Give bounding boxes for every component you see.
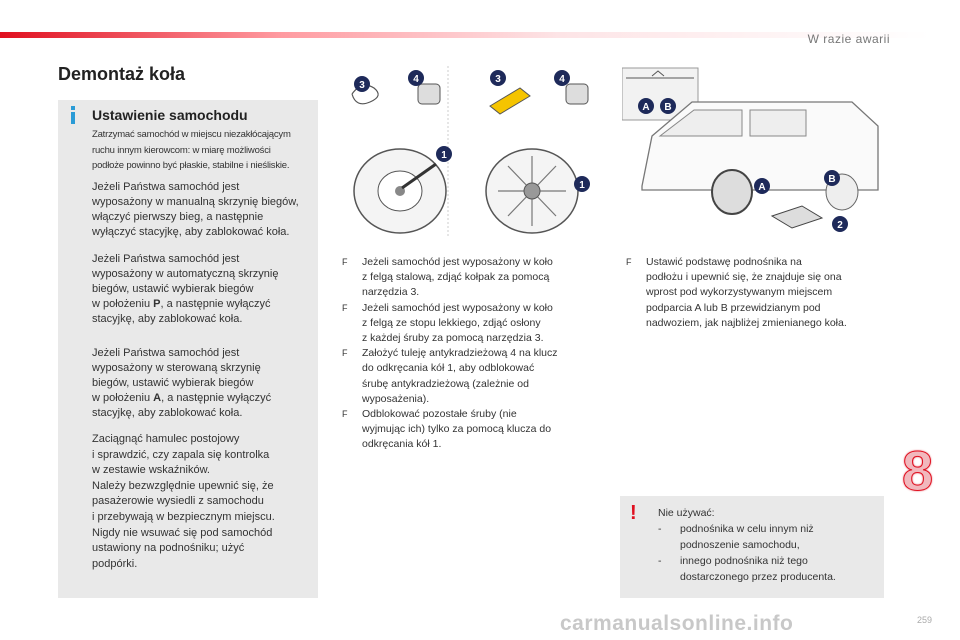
text-line: podnośnika w celu innym niż [680, 523, 814, 535]
text-line: odkręcania kół 1. [362, 438, 442, 451]
info-para-manual [92, 180, 317, 240]
text-line: Należy bezwzględnie upewnić się, że [92, 479, 274, 492]
callout-4-label: 4 [559, 74, 565, 85]
warning-title: Nie używać: [658, 507, 715, 519]
text-line: wyposażony w automatyczną skrzynię [92, 268, 279, 280]
jack-placement-step [626, 255, 888, 331]
text-line: Ustawić podstawę podnośnika na [646, 256, 802, 268]
info-intro-line: ruchu innym kierowcom: w miarę możliwości [92, 144, 271, 156]
text-line: w położeniu P, a następnie wyłączyć [92, 298, 271, 310]
text-line: wyposażenia). [362, 392, 430, 405]
list-item [658, 553, 878, 585]
watermark: carmanualsonline.info [560, 612, 794, 635]
text-line: Nigdy nie wsuwać się pod samochód [92, 526, 273, 539]
bolt-cover-tool-icon [490, 88, 530, 114]
text-line: wyjmując ich) tylko za pomocą klucza do [362, 423, 552, 436]
text-line: Zaciągnąć hamulec postojowy [92, 433, 240, 445]
list-item [658, 521, 878, 553]
text-line: nadwoziem, jak najbliżej zmienianego koła. [646, 316, 847, 329]
text-line: dostarczonego przez producenta. [680, 571, 836, 583]
list-item [342, 346, 604, 407]
van-side-window [750, 110, 806, 136]
text-line: podnoszenie samochodu, [680, 539, 800, 551]
bullet-icon: F [626, 257, 632, 267]
list-item [626, 255, 888, 331]
text-line: Jeżeli Państwa samochód jest [92, 181, 240, 193]
text-line: w zestawie wskaźników. [92, 464, 210, 477]
chapter-header-title: W razie awarii [807, 32, 890, 46]
info-intro-line: podłoże powinno być płaskie, stabilne i nieśliskie. [92, 160, 290, 171]
point-a-label: A [758, 182, 766, 193]
text-line: narzędzia 3. [362, 286, 420, 299]
bullet-icon: F [342, 257, 348, 267]
text-line: stacyjkę, aby zablokować koła. [92, 407, 243, 419]
bullet-icon: F [342, 409, 348, 420]
warning-icon: ! [630, 502, 637, 524]
text-line: innego podnośnika niż tego [680, 555, 808, 567]
anti-theft-socket-icon [418, 84, 440, 104]
info-para-parking-brake [92, 432, 317, 572]
page-number: 259 [916, 615, 932, 625]
text-line: wyłączyć stacyjkę, aby zablokować koła. [92, 226, 290, 238]
text-line: do odkręcania kół 1, aby odblokować [362, 362, 535, 375]
callout-1-label: 1 [441, 150, 447, 161]
jack-icon [772, 206, 822, 228]
steel-wheel-illustration [340, 66, 470, 236]
front-wheel-icon [712, 170, 752, 214]
dash-icon: - [658, 523, 662, 535]
text-line: wyposażony w manualną skrzynię biegów, [92, 196, 299, 208]
header-accent-bar [0, 32, 930, 38]
text-line: Odblokować pozostałe śruby (nie [362, 408, 517, 421]
text-line: podpórki. [92, 557, 138, 570]
wheel-removal-steps [342, 255, 604, 453]
info-box-title: Ustawienie samochodu [92, 107, 248, 123]
callout-4-label: 4 [413, 74, 419, 85]
list-item [342, 301, 604, 347]
warning-text [658, 505, 878, 585]
anti-theft-socket-icon [566, 84, 588, 104]
text-line: Jeżeli Państwa samochód jest [92, 253, 240, 265]
point-b-label: B [664, 102, 672, 113]
info-intro-line: Zatrzymać samochód w miejscu niezakłócającym [92, 129, 291, 140]
info-para-automatic [92, 252, 317, 327]
jack-label: 2 [837, 220, 843, 231]
bullet-icon: F [342, 348, 348, 359]
text-line: Jeżeli Państwa samochód jest [92, 347, 240, 359]
page-title: Demontaż koła [58, 64, 186, 84]
text-line: z felgą stalową, zdjąć kołpak za pomocą [362, 271, 550, 284]
text-line: podparcia A lub B przewidzianym pod [646, 301, 821, 314]
text-line: biegów, ustawić wybierak biegów [92, 283, 254, 295]
info-intro [92, 127, 317, 174]
callout-3-label: 3 [495, 74, 501, 85]
callout-1-label: 1 [579, 180, 585, 191]
text-line: Jeżeli samochód jest wyposażony w koło [362, 256, 553, 268]
text-line: z każdej śruby za pomocą narzędzia 3. [362, 332, 544, 345]
alloy-wheel-illustration [470, 66, 600, 236]
list-item [342, 407, 604, 453]
text-line: ustawiony na podnośniku; użyć [92, 542, 245, 555]
text-line: wprost pod wykorzystywanym miejscem [646, 286, 833, 299]
text-line: z felgą ze stopu lekkiego, zdjąć osłony [362, 316, 541, 329]
text-line: włączyć pierwszy bieg, a następnie [92, 211, 264, 223]
text-line: Jeżeli samochód jest wyposażony w koło [362, 301, 553, 314]
text-line: w położeniu A, a następnie wyłączyć [92, 392, 272, 404]
callout-3-label: 3 [359, 80, 365, 91]
text-line: biegów, ustawić wybierak biegów [92, 377, 254, 389]
text-line: i przebywają w bezpiecznym miejscu. [92, 510, 275, 523]
text-line: stacyjkę, aby zablokować koła. [92, 313, 243, 325]
info-icon [66, 106, 80, 124]
bullet-icon: F [342, 302, 348, 313]
text-line: podłożu i upewnić się, że znajduje się ona [646, 271, 842, 284]
point-a-label: A [642, 102, 650, 113]
text-line: pasażerowie wysiedli z samochodu [92, 495, 264, 508]
info-para-controlled [92, 346, 317, 421]
list-item [342, 255, 604, 301]
text-line: wyposażony w sterowaną skrzynię [92, 362, 261, 374]
wheel-center [524, 183, 540, 199]
text-line: Założyć tuleję antykradzieżową 4 na klucz [362, 347, 558, 360]
point-b-label: B [828, 174, 836, 185]
text-line: śrubę antykradzieżową (zależnie od [362, 377, 529, 390]
dash-icon: - [658, 555, 662, 567]
text-line: i sprawdzić, czy zapala się kontrolka [92, 448, 270, 461]
chapter-number: 8 [902, 439, 934, 502]
van-jack-illustration [622, 66, 884, 242]
